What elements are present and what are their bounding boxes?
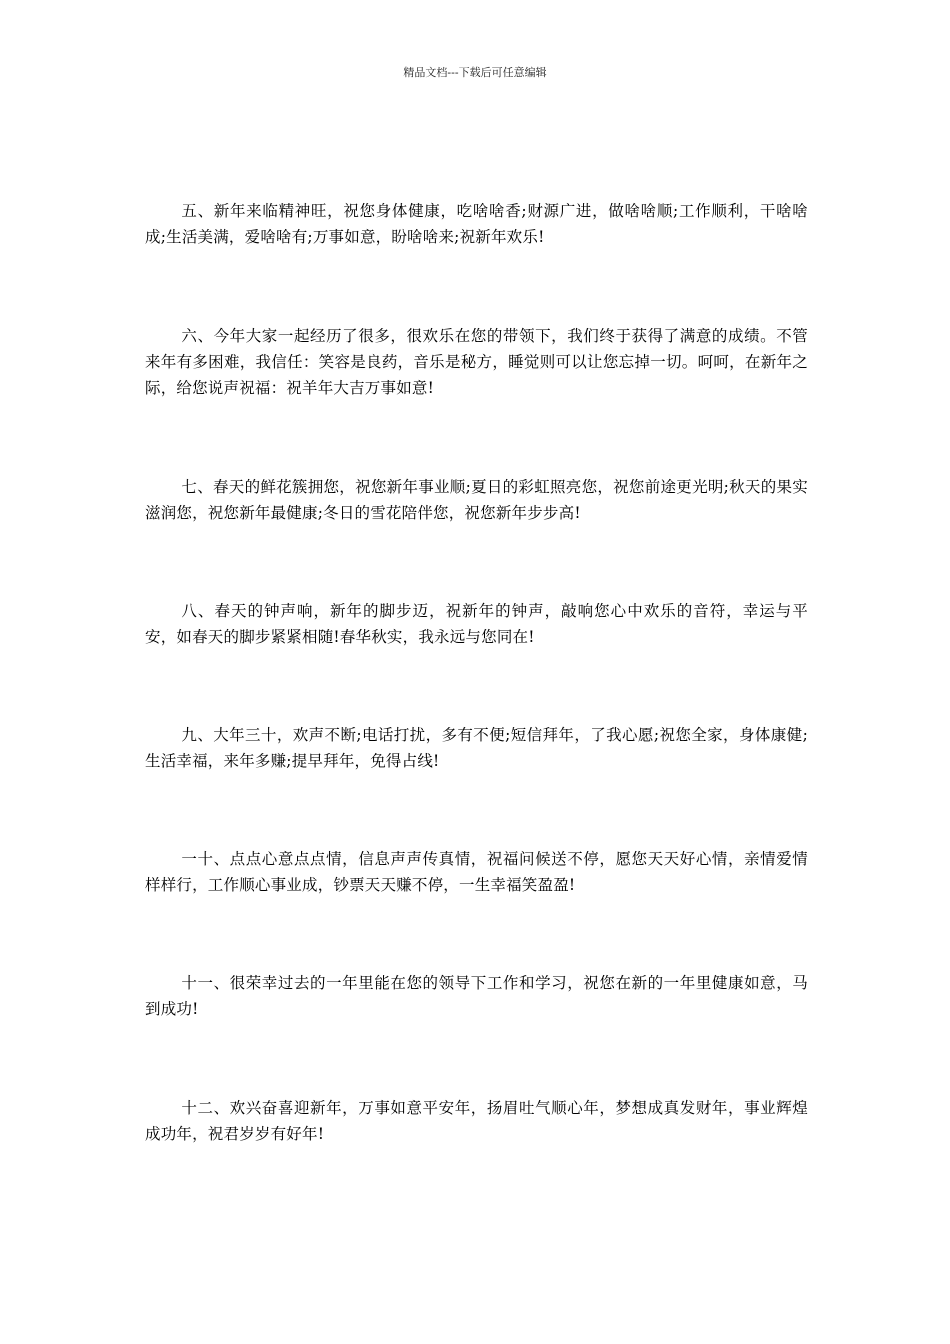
paragraph-7: 七、春天的鲜花簇拥您，祝您新年事业顺;夏日的彩虹照亮您，祝您前途更光明;秋天的果实滋润您，祝您新年最健康;冬日的雪花陪伴您，祝您新年步步高! xyxy=(145,478,808,522)
paragraph-6: 六、今年大家一起经历了很多，很欢乐在您的带领下，我们终于获得了满意的成绩。不管来年有多困难，我信任：笑容是良药，音乐是秘方，睡觉则可以让您忘掉一切。呵呵，在新年之际，给您说声祝福：祝羊年大吉万事如意! xyxy=(145,327,808,397)
paragraph-12: 十二、欢兴奋喜迎新年，万事如意平安年，扬眉吐气顺心年，梦想成真发财年，事业辉煌成功年，祝君岁岁有好年! xyxy=(145,1099,808,1143)
paragraph-8: 八、春天的钟声响，新年的脚步迈，祝新年的钟声，敲响您心中欢乐的音符，幸运与平安，如春天的脚步紧紧相随!春华秋实，我永远与您同在! xyxy=(145,602,808,646)
page-header: 精品文档---下载后可任意编辑 xyxy=(403,66,547,79)
paragraph-9: 九、大年三十，欢声不断;电话打扰，多有不便;短信拜年，了我心愿;祝您全家，身体康健;生活幸福，来年多赚;提早拜年，免得占线! xyxy=(145,726,808,770)
paragraph-5: 五、新年来临精神旺，祝您身体健康，吃啥啥香;财源广进，做啥啥顺;工作顺利，干啥啥成;生活美满，爱啥啥有;万事如意，盼啥啥来;祝新年欢乐! xyxy=(145,202,808,246)
paragraph-10: 一十、点点心意点点情，信息声声传真情，祝福问候送不停，愿您天天好心情，亲情爱情样样行，工作顺心事业成，钞票天天赚不停，一生幸福笑盈盈! xyxy=(145,850,808,894)
paragraph-11: 十一、很荣幸过去的一年里能在您的领导下工作和学习，祝您在新的一年里健康如意，马到成功! xyxy=(145,974,808,1018)
